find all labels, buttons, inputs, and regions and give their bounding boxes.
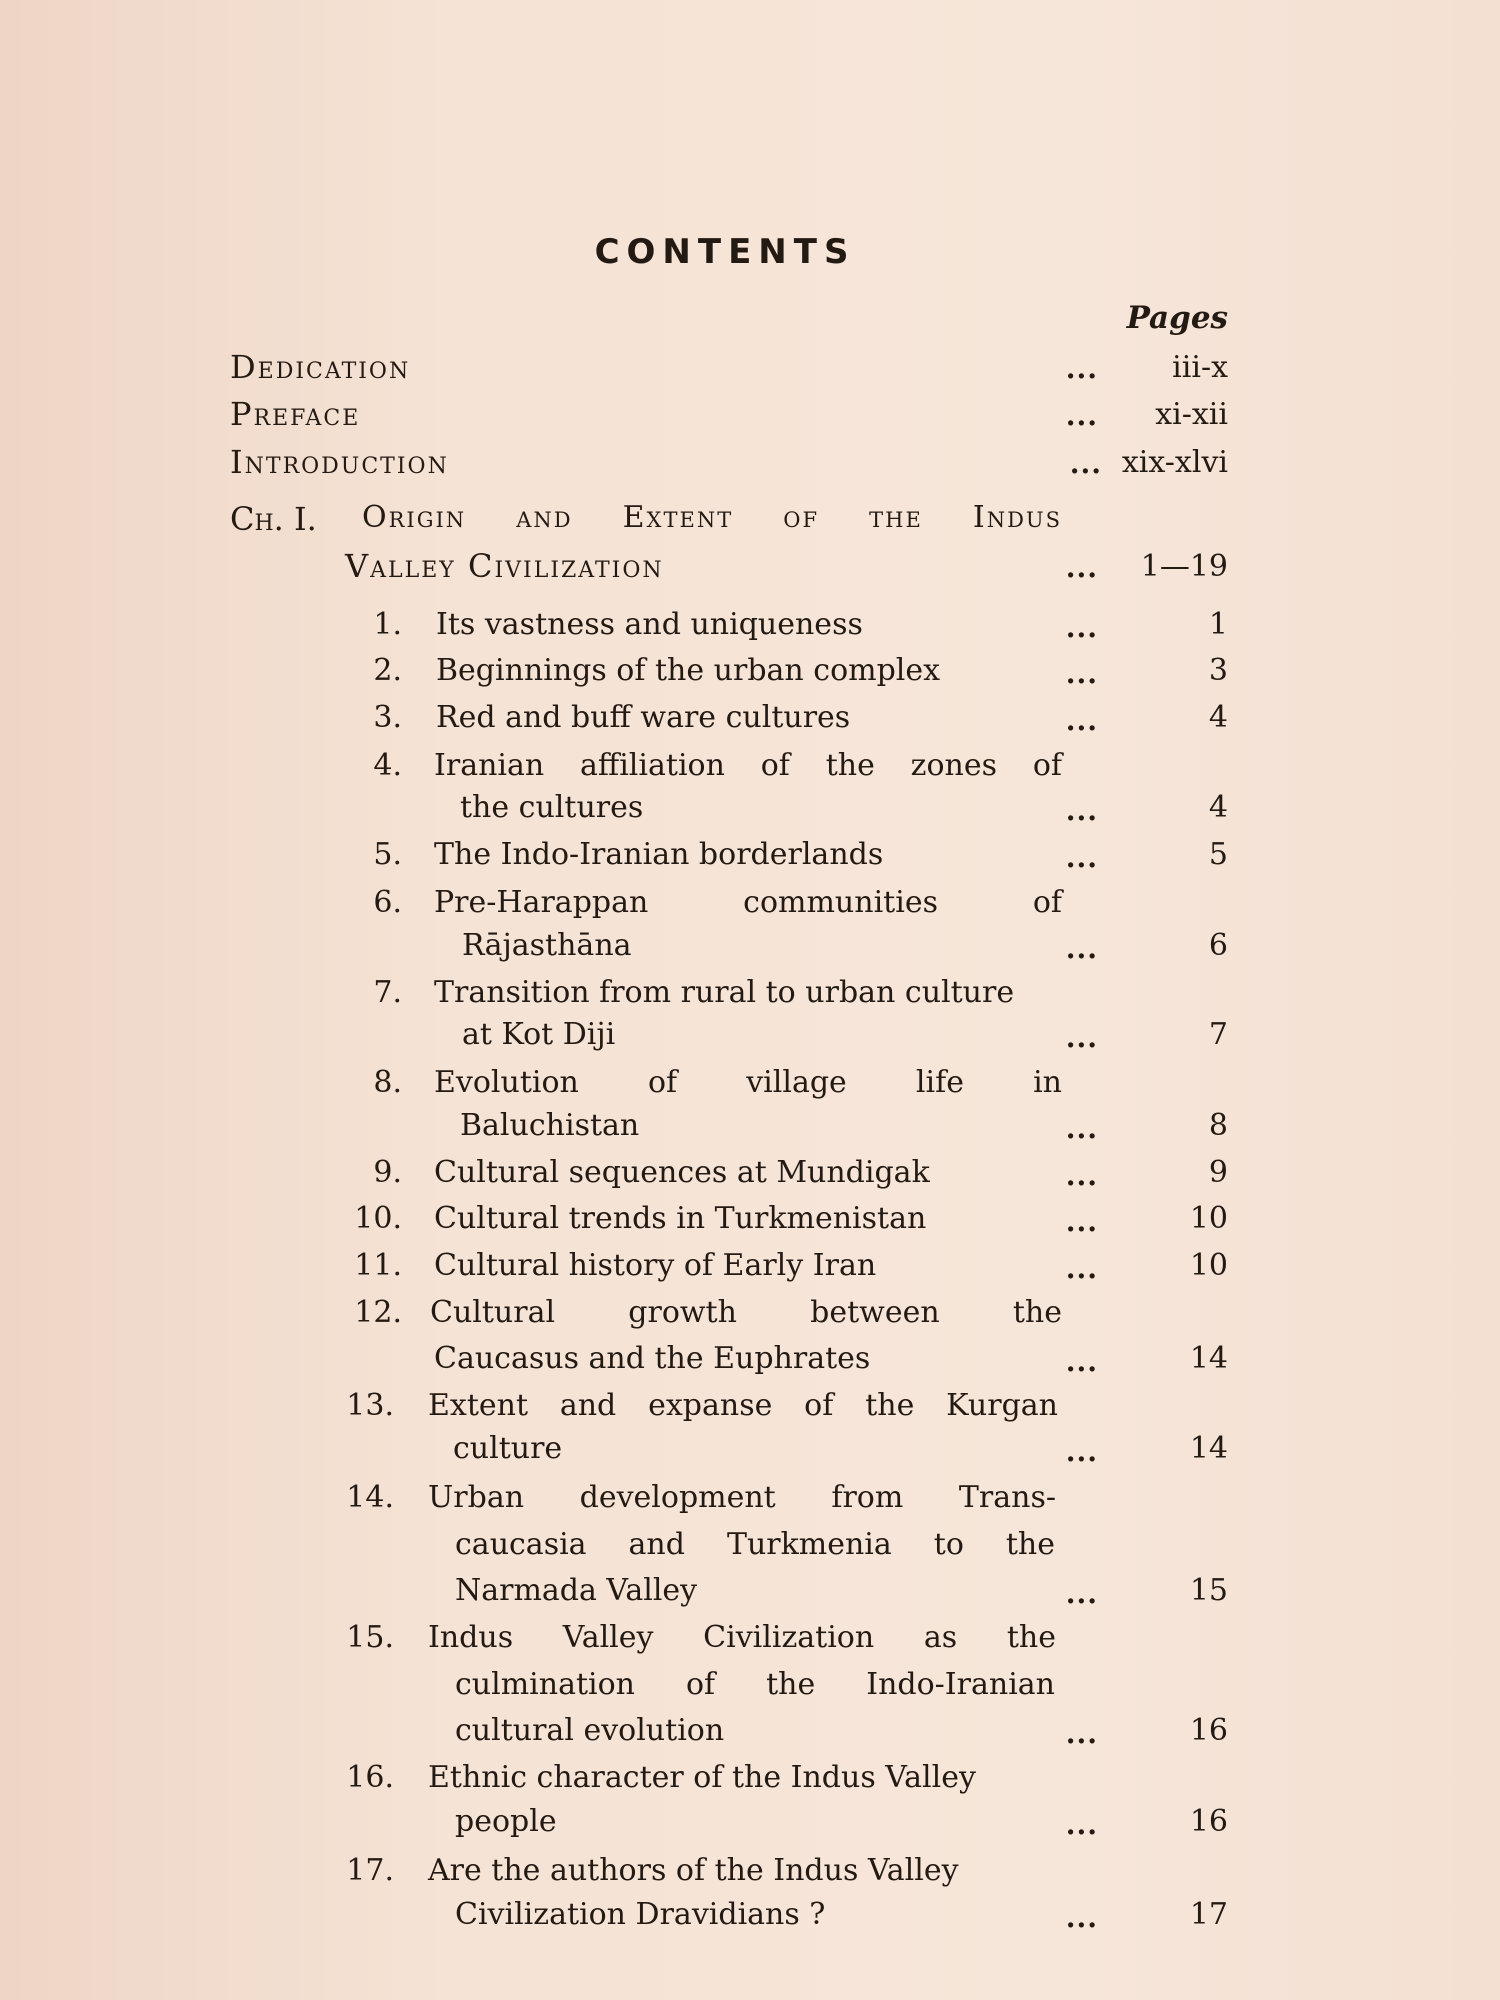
leader-dots: ... — [1065, 704, 1098, 737]
section-title: Its vastness and uniqueness — [436, 607, 863, 642]
section-number: 12. — [354, 1295, 402, 1330]
pages-column-header: Pages — [1126, 300, 1228, 336]
section-title: Evolution of village life in — [434, 1065, 1062, 1100]
leader-dots: ... — [1065, 1112, 1098, 1145]
page-number: 10 — [1189, 1201, 1228, 1236]
page-number: 16 — [1189, 1713, 1228, 1748]
section-title: Red and buff ware cultures — [436, 700, 851, 735]
front-matter-label: Dedication — [230, 348, 411, 386]
page-number: 10 — [1189, 1248, 1228, 1283]
leader-dots: ... — [1065, 1345, 1098, 1378]
leader-dots: ... — [1065, 551, 1098, 584]
leader-dots: ... — [1069, 447, 1102, 480]
section-number: 17. — [346, 1853, 394, 1888]
section-title-cont: culmination of the Indo-Iranian — [455, 1667, 1055, 1702]
chapter-title-line2: Valley Civilization — [345, 547, 664, 585]
page-number: 5 — [1208, 837, 1228, 872]
front-matter-label: Introduction — [230, 443, 449, 481]
page-number: 1 — [1208, 607, 1228, 642]
section-number: 16. — [346, 1760, 394, 1795]
section-title: Iranian affiliation of the zones of — [434, 748, 1062, 783]
page-number: 14 — [1189, 1341, 1228, 1376]
section-title: Urban development from Trans- — [428, 1480, 1056, 1515]
section-number: 1. — [373, 607, 402, 642]
page-number: 1—19 — [1140, 549, 1228, 584]
chapter-title-line1: Origin and Extent of the Indus — [362, 500, 1062, 535]
section-title-cont: at Kot Diji — [462, 1017, 616, 1052]
leader-dots: ... — [1065, 611, 1098, 644]
page-number: 16 — [1189, 1804, 1228, 1839]
page-number: 4 — [1208, 700, 1228, 735]
leader-dots: ... — [1065, 932, 1098, 965]
page-number: iii-x — [1172, 350, 1228, 385]
section-title: Cultural growth between the — [430, 1295, 1062, 1330]
section-title-cont: Baluchistan — [460, 1108, 640, 1143]
page-number: 9 — [1208, 1155, 1228, 1190]
section-title: Cultural history of Early Iran — [434, 1248, 877, 1283]
leader-dots: ... — [1065, 1435, 1098, 1468]
section-title-cont: Civilization Dravidians ? — [455, 1897, 826, 1932]
section-title: The Indo-Iranian borderlands — [434, 837, 884, 872]
section-title: Are the authors of the Indus Valley — [428, 1853, 959, 1888]
section-number: 5. — [373, 837, 402, 872]
leader-dots: ... — [1065, 794, 1098, 827]
section-number: 3. — [373, 700, 402, 735]
page-number: 4 — [1208, 790, 1228, 825]
section-title: Indus Valley Civilization as the — [428, 1620, 1056, 1655]
leader-dots: ... — [1065, 1252, 1098, 1285]
leader-dots: ... — [1065, 1577, 1098, 1610]
page-number: 17 — [1189, 1897, 1228, 1932]
section-title-cont: cultural evolution — [455, 1713, 725, 1748]
section-number: 9. — [373, 1155, 402, 1190]
section-number: 14. — [346, 1480, 394, 1515]
leader-dots: ... — [1065, 399, 1098, 432]
section-number: 6. — [373, 885, 402, 920]
section-number: 4. — [373, 748, 402, 783]
section-number: 11. — [354, 1248, 402, 1283]
leader-dots: ... — [1065, 1021, 1098, 1054]
section-title: Ethnic character of the Indus Valley — [428, 1760, 976, 1795]
leader-dots: ... — [1065, 1808, 1098, 1841]
section-title-cont: people — [455, 1804, 557, 1839]
leader-dots: ... — [1065, 1717, 1098, 1750]
page-number: xix-xlvi — [1121, 445, 1228, 480]
section-title: Extent and expanse of the Kurgan — [428, 1388, 1058, 1423]
page-title: CONTENTS — [594, 232, 856, 272]
section-title-cont: culture — [453, 1431, 563, 1466]
section-title: Cultural sequences at Mundigak — [434, 1155, 930, 1190]
section-title-cont: Caucasus and the Euphrates — [434, 1341, 871, 1376]
page-number: 8 — [1208, 1108, 1228, 1143]
page-number: 6 — [1208, 928, 1228, 963]
section-number: 8. — [373, 1065, 402, 1100]
section-title-cont: the cultures — [460, 790, 644, 825]
leader-dots: ... — [1065, 657, 1098, 690]
section-title: Transition from rural to urban culture — [434, 975, 1015, 1010]
section-number: 7. — [373, 975, 402, 1010]
leader-dots: ... — [1065, 841, 1098, 874]
page-number: 3 — [1208, 653, 1228, 688]
section-title: Pre-Harappan communities of — [434, 885, 1062, 920]
page-number: 14 — [1189, 1431, 1228, 1466]
leader-dots: ... — [1065, 1159, 1098, 1192]
front-matter-label: Preface — [230, 395, 361, 433]
section-title-cont: Narmada Valley — [455, 1573, 698, 1608]
leader-dots: ... — [1065, 1205, 1098, 1238]
section-title: Cultural trends in Turkmenistan — [434, 1201, 927, 1236]
section-number: 2. — [373, 653, 402, 688]
leader-dots: ... — [1065, 352, 1098, 385]
section-title-cont: Rājasthāna — [462, 928, 632, 963]
page-number: 7 — [1208, 1017, 1228, 1052]
leader-dots: ... — [1065, 1901, 1098, 1934]
page-number: xi-xii — [1155, 397, 1228, 432]
page-number: 15 — [1189, 1573, 1228, 1608]
chapter-number: Ch. I. — [230, 500, 317, 538]
section-title-cont: caucasia and Turkmenia to the — [455, 1527, 1055, 1562]
section-number: 10. — [354, 1201, 402, 1236]
section-number: 13. — [346, 1388, 394, 1423]
section-title: Beginnings of the urban complex — [436, 653, 941, 688]
section-number: 15. — [346, 1620, 394, 1655]
